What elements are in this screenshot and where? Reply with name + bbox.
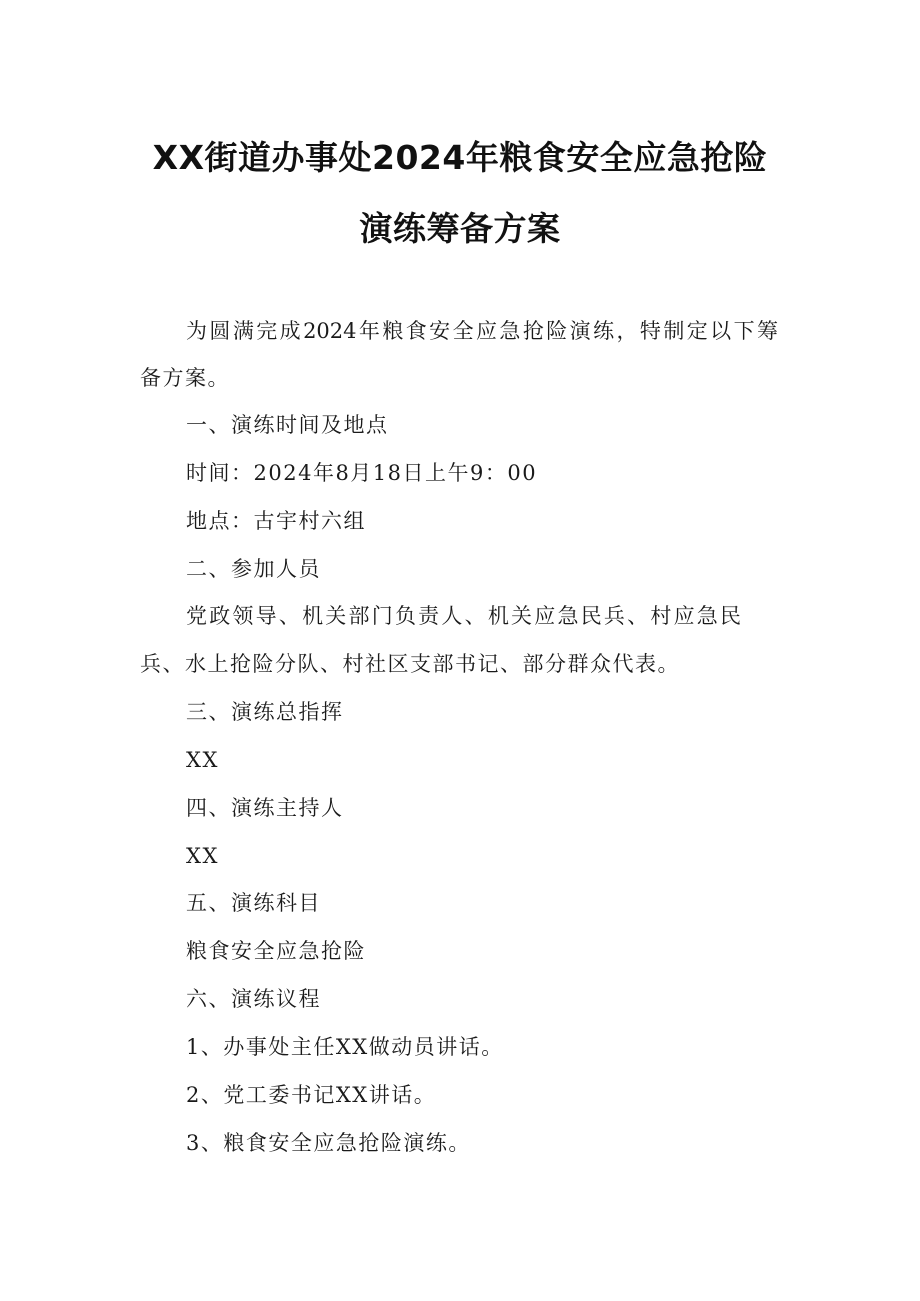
section-5-heading: 五、演练科目: [186, 891, 321, 915]
section-2-heading: 二、参加人员: [186, 557, 321, 581]
document-title-line-2: 演练筹备方案: [359, 209, 561, 248]
agenda-item-2: 2、党工委书记XX讲话。: [186, 1083, 437, 1107]
section-2-line-2: 兵、水上抢险分队、村社区支部书记、部分群众代表。: [140, 652, 680, 676]
section-1-place: 地点：古宇村六组: [186, 509, 366, 533]
section-3-value: XX: [186, 748, 219, 772]
section-3-heading: 三、演练总指挥: [186, 700, 344, 724]
agenda-item-1: 1、办事处主任XX做动员讲话。: [186, 1035, 504, 1059]
document-title-line-1: XX街道办事处2024年粮食安全应急抢险: [152, 138, 768, 177]
intro-paragraph-line-1: 为圆满完成2024年粮食安全应急抢险演练，特制定以下筹: [186, 319, 778, 343]
section-6-heading: 六、演练议程: [186, 987, 321, 1011]
agenda-item-3: 3、粮食安全应急抢险演练。: [186, 1131, 471, 1155]
section-1-heading: 一、演练时间及地点: [186, 413, 389, 437]
section-4-heading: 四、演练主持人: [186, 796, 344, 820]
section-4-value: XX: [186, 844, 219, 868]
section-5-value: 粮食安全应急抢险: [186, 939, 366, 963]
section-2-line-1: 党政领导、机关部门负责人、机关应急民兵、村应急民: [186, 604, 741, 628]
section-1-time: 时间：2024年8月18日上午9：00: [186, 461, 538, 485]
intro-paragraph-line-2: 备方案。: [140, 366, 230, 390]
